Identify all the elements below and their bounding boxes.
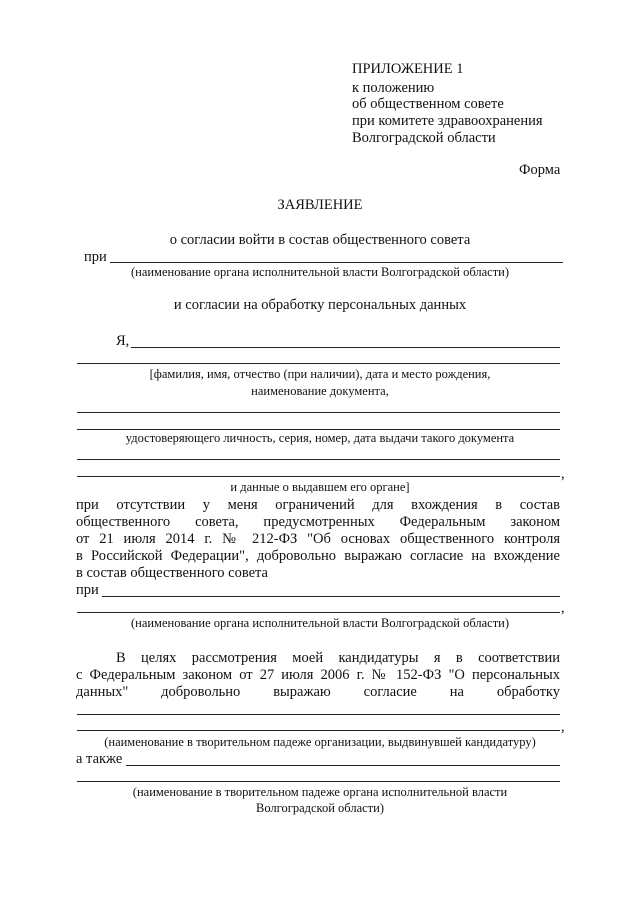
organ-field-4[interactable] [126, 765, 560, 766]
also-label: а также [76, 751, 123, 767]
fio-field-2[interactable] [77, 363, 560, 364]
form-label: Форма [519, 162, 561, 178]
organ-name-field-2[interactable] [102, 596, 560, 597]
paragraph-line: В целях рассмотрения моей кандидатуры я в соответствии [116, 650, 560, 666]
paragraph-line: при отсутствии у меня ограничений для вхождения в состав [76, 497, 560, 513]
caption-organ-2: (наименование органа исполнительной власти Волгоградской области) [130, 616, 510, 630]
caption-fio: [фамилия, имя, отчество (при наличии), дата и место рождения, [149, 367, 491, 381]
paragraph-line: общественного совета, предусмотренных Федеральным законом [76, 514, 560, 530]
appendix-number: ПРИЛОЖЕНИЕ 1 [352, 61, 464, 77]
pri-label: при [84, 249, 107, 265]
organ-field-5[interactable] [77, 781, 560, 782]
header-line: при комитете здравоохранения [352, 113, 543, 129]
ya-label: Я, [116, 333, 130, 349]
caption-fio: наименование документа, [251, 384, 389, 398]
header-line: об общественном совете [352, 96, 504, 112]
caption-nominee-org: (наименование в творительном падеже организации, выдвинувшей кандидатуру) [104, 735, 536, 749]
nominee-org-field-1[interactable] [77, 714, 560, 715]
nominee-org-field-2[interactable] [77, 730, 560, 731]
issuer-field-2[interactable] [77, 476, 560, 477]
document-title: ЗАЯВЛЕНИЕ [277, 197, 363, 213]
paragraph-line: от 21 июля 2014 г. № 212-ФЗ "Об основах общественного контроля [76, 531, 560, 547]
caption-organ: (наименование органа исполнительной власти Волгоградской области) [130, 265, 510, 279]
header-line: к положению [352, 80, 435, 96]
paragraph-line: данных" добровольно выражаю согласие на обработку [76, 684, 560, 700]
caption-organ-3: Волгоградской области) [255, 801, 384, 815]
issuer-field-1[interactable] [77, 459, 560, 460]
comma: , [561, 719, 565, 735]
paragraph-line: в Российской Федерации", добровольно выражаю согласие на вхождение [76, 548, 560, 564]
paragraph-line-last: в состав общественного совета [76, 565, 268, 581]
header-line: Волгоградской области [352, 130, 496, 146]
organ-name-field[interactable] [110, 262, 563, 263]
comma: , [561, 600, 565, 616]
pri-label-2: при [76, 582, 99, 598]
caption-organ-3: (наименование в творительном падеже органа исполнительной власти [132, 785, 508, 799]
comma: , [561, 466, 565, 482]
document-field-1[interactable] [77, 412, 560, 413]
subtitle-personal-data: и согласии на обработку персональных данных [173, 297, 467, 313]
fio-field-1[interactable] [131, 347, 560, 348]
caption-issuer: и данные о выдавшем его органе] [230, 480, 410, 494]
organ-name-field-3[interactable] [77, 612, 560, 613]
caption-document: удостоверяющего личность, серия, номер, дата выдачи такого документа [125, 431, 515, 445]
subtitle-consent-council: о согласии войти в состав общественного совета [169, 232, 471, 248]
paragraph-line: с Федеральным законом от 27 июля 2006 г. № 152-ФЗ "О персональных [76, 667, 560, 683]
document-field-2[interactable] [77, 429, 560, 430]
